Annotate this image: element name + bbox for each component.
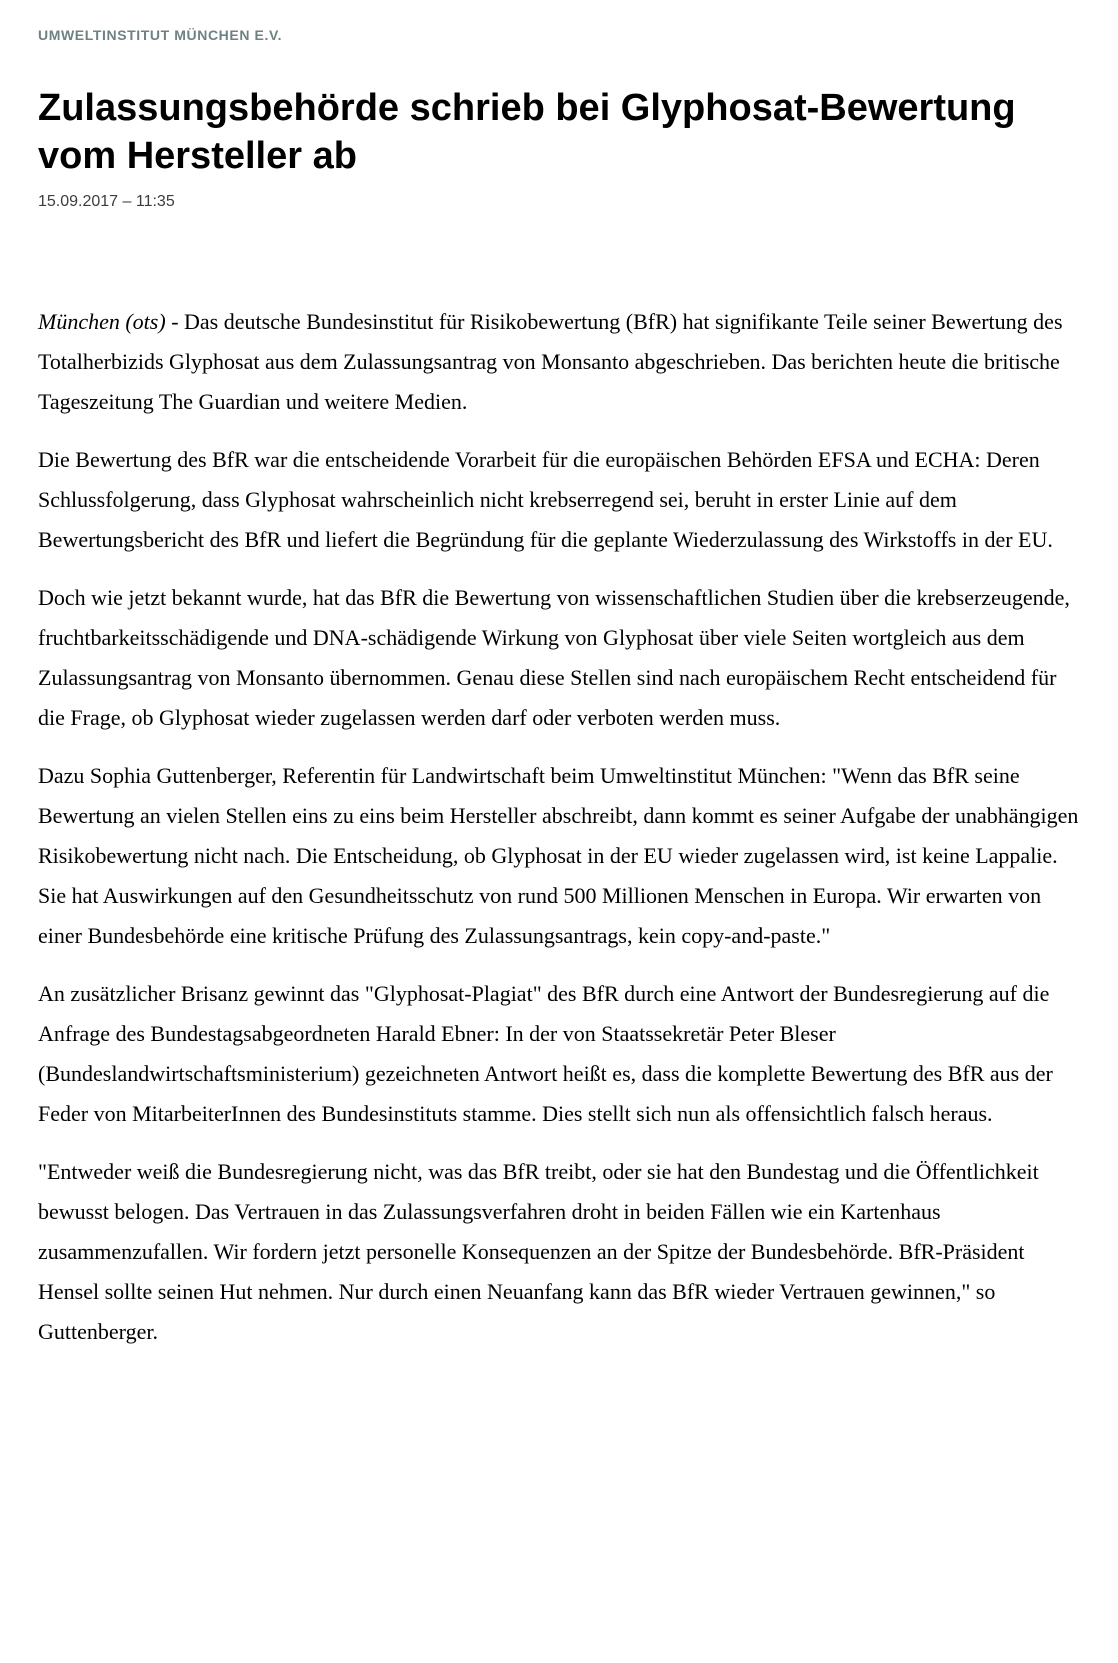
paragraph-bfr-vorarbeit: Die Bewertung des BfR war die entscheidende Vorarbeit für die europäischen Behörden EFSA und ECHA: Deren Schlussfolgerung, dass Glyphosat wahrscheinlich nicht krebserregend sei, beruht in erster Linie auf dem Bewertungsbericht des BfR und liefert die Begründung für die geplante Wiederzulassung des Wirkstoffs in der EU.: [38, 447, 1053, 552]
publish-date: 15.09.2017 – 11:35: [38, 193, 175, 210]
location-tag: München (ots): [38, 309, 166, 334]
article-body: [38, 302, 1080, 1352]
paragraph-plagiat-befund: Doch wie jetzt bekannt wurde, hat das BfR die Bewertung von wissenschaftlichen Studien über die krebserzeugende, fruchtbarkeitsschädigende und DNA-schädigende Wirkung von Glyphosat über viele Seiten wortgleich aus dem Zulassungsantrag von Monsanto übernommen. Genau diese Stellen sind nach europäischem Recht entscheidend für die Frage, ob Glyphosat wieder zugelassen werden darf oder verboten werden muss.: [38, 585, 1070, 730]
paragraph-bundesregierung-antwort: An zusätzlicher Brisanz gewinnt das "Glyphosat-Plagiat" des BfR durch eine Antwort der Bundesregierung auf die Anfrage des Bundestagsabgeordneten Harald Ebner: In der von Staatssekretär Peter Bleser (Bundeslandwirtschaftsministerium) gezeichneten Antwort heißt es, dass die komplette Bewertung des BfR aus der Feder von MitarbeiterInnen des Bundesinstituts stamme. Dies stellt sich nun als offensichtlich falsch heraus.: [38, 981, 1053, 1126]
lead-paragraph: [38, 302, 1080, 422]
publisher-name: UMWELTINSTITUT MÜNCHEN E.V.: [38, 27, 283, 43]
paragraph-guttenberger-zitat: Dazu Sophia Guttenberger, Referentin für Landwirtschaft beim Umweltinstitut München: "Wenn das BfR seine Bewertung an vielen Stellen eins zu eins beim Hersteller abschreibt, dann kommt es seiner Aufgabe der unabhängigen Risikobewertung nicht nach. Die Entscheidung, ob Glyphosat in der EU wieder zugelassen wird, ist keine Lappalie. Sie hat Auswirkungen auf den Gesundheitsschutz von rund 500 Millionen Menschen in Europa. Wir erwarten von einer Bundesbehörde eine kritische Prüfung des Zulassungsantrags, kein copy-and-paste.": [38, 763, 1079, 948]
paragraph-schluss-zitat: "Entweder weiß die Bundesregierung nicht, was das BfR treibt, oder sie hat den Bundestag und die Öffentlichkeit bewusst belogen. Das Vertrauen in das Zulassungsverfahren droht in beiden Fällen wie ein Kartenhaus zusammenzufallen. Wir fordern jetzt personelle Konsequenzen an der Spitze der Bundesbehörde. BfR-Präsident Hensel sollte seinen Hut nehmen. Nur durch einen Neuanfang kann das BfR wieder Vertrauen gewinnen," so Guttenberger.: [38, 1159, 1039, 1344]
article-title: Zulassungsbehörde schrieb bei Glyphosat-Bewertung vom Hersteller ab: [38, 87, 1016, 177]
article-header: [38, 26, 1080, 212]
lead-text: - Das deutsche Bundesinstitut für Risikobewertung (BfR) hat signifikante Teile seiner Bewertung des Totalherbizids Glyphosat aus dem Zulassungsantrag von Monsanto abgeschrieben. Das berichten heute die britische Tageszeitung The Guardian und weitere Medien.: [38, 309, 1063, 414]
